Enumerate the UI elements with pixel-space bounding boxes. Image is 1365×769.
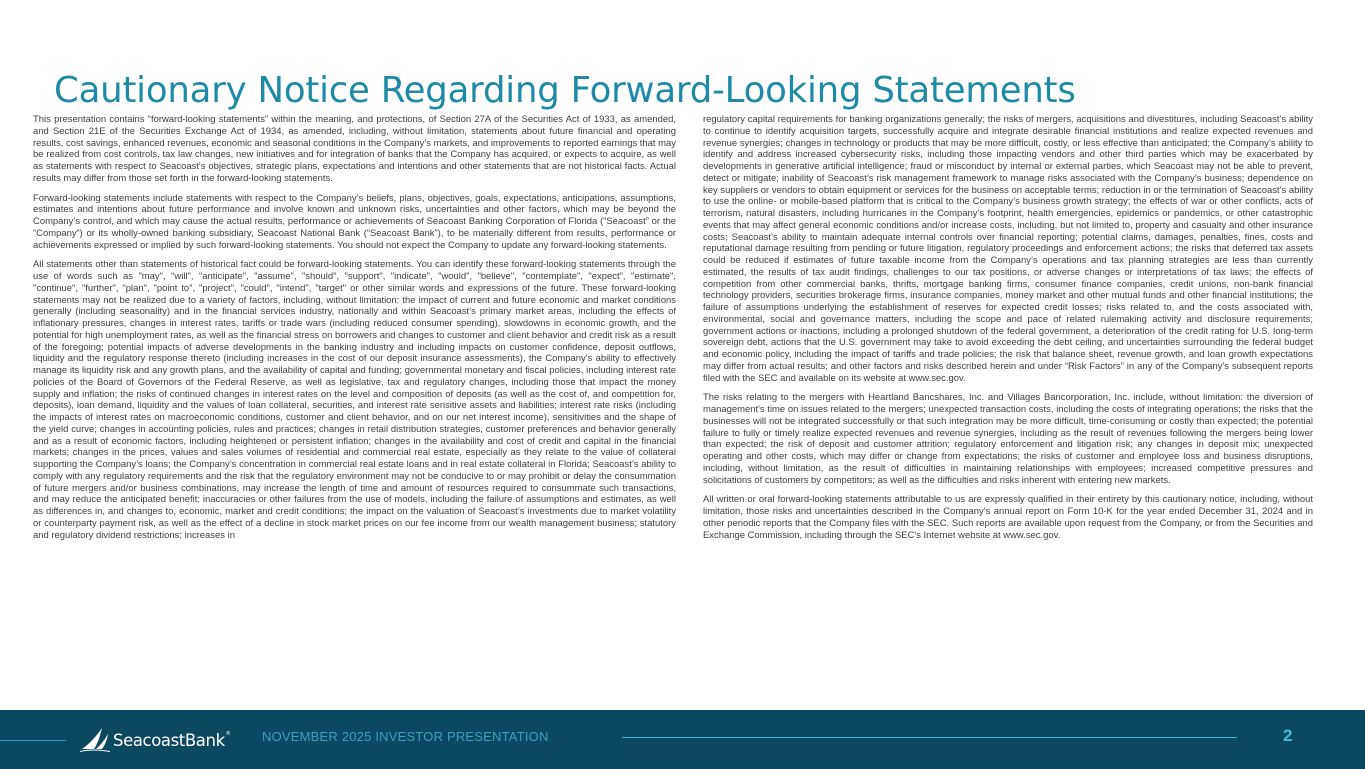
presentation-label: NOVEMBER 2025 INVESTOR PRESENTATION bbox=[262, 729, 549, 744]
paragraph-intro: This presentation contains “forward-looking statements” within the meaning, and protections, of Section 27A of the Securities Act of 1933, as amended, and Section 21E of the Securities Exchange Act of 1934, as amended, including, without limitation, statements about future financial and operating results, cost savings, enhanced revenues, economic and seasonal conditions in the Company’s markets, and improvements to reported earnings that may be realized from cost controls, tax law changes, new initiatives and for integration of banks that the Company has acquired, or expects to acquire, as well as statements with respect to Seacoast's objectives, strategic plans, expectations and intentions and other statements that are not historical facts. Actual results may differ from those set forth in the forward-looking statements. bbox=[33, 114, 676, 184]
footer-divider-right bbox=[622, 737, 1237, 738]
right-text-column bbox=[703, 114, 1313, 549]
page-title: Cautionary Notice Regarding Forward-Looking Statements bbox=[54, 70, 1076, 111]
paragraph-merger-risks: The risks relating to the mergers with Heartland Bancshares, Inc. and Villages Bancorporation, Inc. include, without limitation: the diversion of management's time on issues related to the mergers; unexpected transaction costs, including the costs of integrating operations; the risks that the businesses will not be integrated successfully or that such integration may be more difficult, time-consuming or costly than expected; the potential failure to fully or timely realize expected revenues and revenue synergies, including as the result of revenues following the mergers being lower than expected; the risk of deposit and customer attrition; regulatory enforcement and litigation risk; any changes in deposit mix; unexpected operating and other costs, which may differ or change from expectations; the risks of customer and employee loss and business disruptions, including, without limitation, as the result of difficulties in maintaining relationships with employees; increased competitive pressures and solicitations of customers by competitors; as well as the difficulties and risks inherent with entering new markets. bbox=[703, 392, 1313, 486]
logo-text: SeacoastBank bbox=[113, 730, 225, 750]
sail-icon bbox=[80, 727, 110, 753]
page-number: 2 bbox=[1283, 726, 1293, 745]
footer-bar bbox=[0, 710, 1365, 769]
paragraph-qualification: All written or oral forward-looking statements attributable to us are expressly qualified in their entirety by this cautionary notice, including, without limitation, those risks and uncertainties described in the Company’s annual report on Form 10-K for the year ended December 31, 2024 and in other periodic reports that the Company files with the SEC. Such reports are available upon request from the Company, or from the Securities and Exchange Commission, including through the SEC's Internet website at www.sec.gov. bbox=[703, 494, 1313, 541]
left-text-column bbox=[33, 114, 676, 549]
paragraph-risk-factors-continued: regulatory capital requirements for banking organizations generally; the risks of mergers, acquisitions and divestitures, including Seacoast’s ability to continue to identify acquisition targets, successfully acquire and integrate desirable financial institutions and realize expected revenues and revenue synergies; changes in technology or products that may be more difficult, costly, or less effective than anticipated; the Company’s ability to identify and address increased cybersecurity risks, including those impacting vendors and other third parties which may be exacerbated by developments in generative artificial intelligence; fraud or misconduct by internal or external parties, which Seacoast may not be able to prevent, detect or mitigate; inability of Seacoast’s risk management framework to manage risks associated with the Company’s business; dependence on key suppliers or vendors to obtain equipment or services for the business on acceptable terms; reduction in or the termination of Seacoast’s ability to use the online- or mobile-based platform that is critical to the Company’s business growth strategy; the effects of war or other conflicts, acts of terrorism, natural disasters, including hurricanes in the Company’s footprint, health emergencies, epidemics or pandemics, or other catastrophic events that may affect general economic conditions and/or increase costs, including, but not limited to, property and casualty and other insurance costs; Seacoast’s ability to maintain adequate internal controls over financial reporting; potential claims, damages, penalties, fines, costs and reputational damage resulting from pending or future litigation, regulatory proceedings and enforcement actions; the risks that deferred tax assets could be reduced if estimates of future taxable income from the Company’s operations and tax planning strategies are less than currently estimated, the results of tax audit findings, challenges to our tax positions, or adverse changes or interpretations of tax laws; the effects of competition from other commercial banks, thrifts, mortgage banking firms, consumer finance companies, credit unions, non-bank financial technology providers, securities brokerage firms, insurance companies, money market and other mutual funds and other financial institutions; the failure of assumptions underlying the establishment of reserves for expected credit losses; risks related to, and the costs associated with, environmental, social and governance matters, including the scope and pace of related rulemaking activity and disclosure requirements; government actions or inactions, including a prolonged shutdown of the federal government, a deterioration of the credit rating for U.S. long-term sovereign debt, actions that the U.S. government may take to avoid exceeding the debt ceiling, and uncertainties surrounding the federal budget and economic policy, including the impact of tariffs and trade policies; the risk that balance sheet, revenue growth, and loan growth expectations may differ from actual results; and other factors and risks described herein and under “Risk Factors” in any of the Company's subsequent reports filed with the SEC and available on its website at www.sec.gov. bbox=[703, 114, 1313, 384]
seacoast-bank-logo bbox=[80, 724, 230, 756]
registered-mark: ® bbox=[225, 730, 231, 737]
paragraph-risk-factors: All statements other than statements of historical fact could be forward-looking statements. You can identify these forward-looking statements through the use of words such as "may", "will", "anticipate", "assume", "should", "support", "indicate", "would", "believe", "contemplate", "expect", "estimate", "continue", "further", "plan", "point to", "project", "could", "intend", "target" or other similar words and expressions of the future. These forward-looking statements may not be realized due to a variety of factors, including, without limitation: the impact of current and future economic and market conditions generally (including seasonality) and in the financial services industry, nationally and within Seacoast’s primary market areas, including the effects of inflationary pressures, changes in interest rates, tariffs or trade wars (including reduced consumer spending), slowdowns in economic growth, and the potential for high unemployment rates, as well as the financial stress on borrowers and changes to customer and client behavior and credit risk as a result of the foregoing; potential impacts of adverse developments in the banking industry and including impacts on customer confidence, deposit outflows, liquidity and the regulatory response thereto (including increases in the cost of our deposit insurance assessments), the Company's ability to effectively manage its liquidity risk and any growth plans, and the availability of capital and funding; governmental monetary and fiscal policies, including interest rate policies of the Board of Governors of the Federal Reserve, as well as legislative, tax and regulatory changes, including those that impact the money supply and inflation; the risks of continued changes in interest rates on the level and composition of deposits (as well as the cost of, and competition for, deposits), loan demand, liquidity and the values of loan collateral, securities, and interest rate sensitive assets and liabilities; interest rate risks (including the impacts of interest rates on macroeconomic conditions, customer and client behavior, and on our net interest income), sensitivities and the shape of the yield curve; changes in accounting policies, rules and practices; changes in retail distribution strategies, customer preferences and behavior generally and as a result of economic factors, including heightened or persistent inflation; changes in the availability and cost of credit and capital in the financial markets; changes in the prices, values and sales volumes of residential and commercial real estate, especially as they relate to the value of collateral supporting the Company’s loans; the Company’s concentration in commercial real estate loans and in real estate collateral in Florida; Seacoast’s ability to comply with any regulatory requirements and the risk that the regulatory environment may not be conducive to or may prohibit or delay the consummation of future mergers and/or business combinations, may increase the length of time and amount of resources required to consummate such transactions, and may reduce the anticipated benefit; inaccuracies or other failures from the use of models, including the failure of assumptions and estimates, as well as differences in, and changes to, economic, market and credit conditions; the impact on the valuation of Seacoast’s investments due to market volatility or counterparty payment risk, as well as the effect of a decline in stock market prices on our fee income from our wealth management business; statutory and regulatory dividend restrictions; increases in bbox=[33, 259, 676, 541]
logo-wordmark bbox=[113, 731, 230, 750]
footer-divider-left bbox=[0, 740, 66, 741]
paragraph-forward-looking: Forward-looking statements include statements with respect to the Company’s beliefs, plans, objectives, goals, expectations, anticipations, assumptions, estimates and intentions about future performance and involve known and unknown risks, uncertainties and other factors, which may be beyond the Company’s control, and which may cause the actual results, performance or achievements of Seacoast Banking Corporation of Florida (“Seacoast” or the “Company”) or its wholly-owned banking subsidiary, Seacoast National Bank (“Seacoast Bank”), to be materially different from results, performance or achievements expressed or implied by such forward-looking statements. You should not expect the Company to update any forward-looking statements. bbox=[33, 192, 676, 251]
